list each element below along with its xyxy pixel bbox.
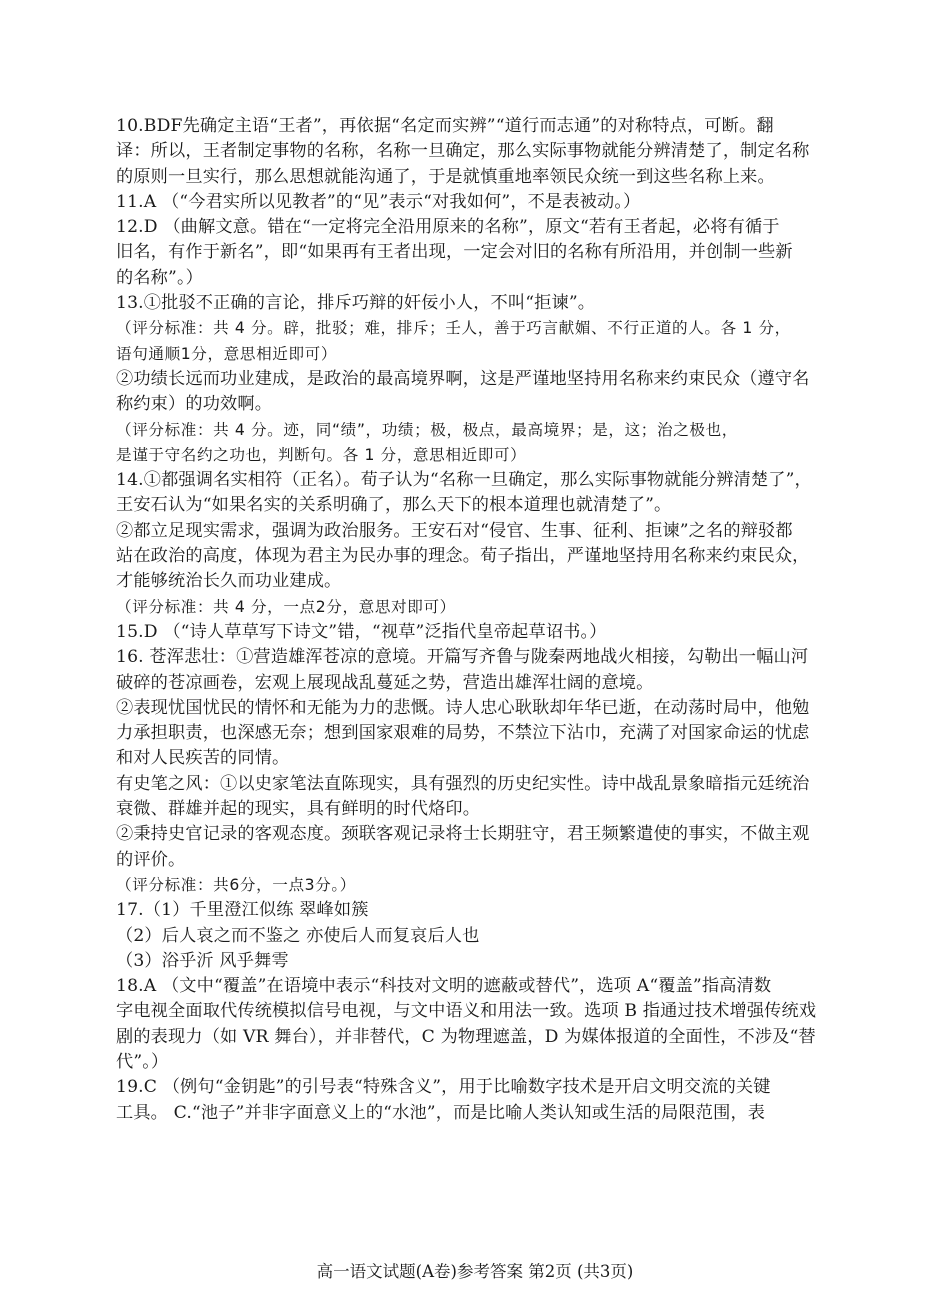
answer-text-line: 王安石认为“如果名实的关系明确了，那么天下的根本道理也就清楚了”。 xyxy=(116,495,672,516)
answer-text-line: 才能够统治长久而功业建成。 xyxy=(116,571,342,592)
answer-text-line: 称约束）的功效啊。 xyxy=(116,394,273,415)
answer-text-line: ②功绩长远而功业建成，是政治的最高境界啊，这是严谨地坚持用名称来约束民众（遵守名 xyxy=(116,368,810,389)
answer-text-line: 16. 苍浑悲壮：①营造雄浑苍凉的意境。开篇写齐鲁与陇秦两地战火相接，勾勒出一幅山河 xyxy=(116,647,809,668)
answer-text-line: 14.①都强调名实相符（正名）。荀子认为“名称一旦确定，那么实际事物就能分辨清楚了”， xyxy=(116,470,812,491)
answer-text-line: 破碎的苍凉画卷，宏观上展现战乱蔓延之势，营造出雄浑壮阔的意境。 xyxy=(116,672,654,693)
scoring-note-line: （评分标准：共 4 分。辟，批驳；难，排斥；壬人，善于巧言献媚、不行正道的人。各 1 分， xyxy=(116,319,791,338)
answer-text-line: 17.（1）千里澄江似练 翠峰如簇 xyxy=(116,900,369,921)
answer-text-line: 有史笔之风：①以史家笔法直陈现实，具有强烈的历史纪实性。诗中战乱景象暗指元廷统治 xyxy=(116,773,810,794)
answer-text-line: 的名称”。） xyxy=(116,267,204,288)
answer-text-line: 站在政治的高度，体现为君主为民办事的理念。荀子指出，严谨地坚持用名称来约束民众， xyxy=(116,546,810,567)
answer-text-line: 译：所以，王者制定事物的名称，名称一旦确定，那么实际事物就能分辨清楚了，制定名称 xyxy=(116,141,810,162)
answer-text-line: 旧名，有作于新名”，即“如果再有王者出现，一定会对旧的名称有所沿用，并创制一些新 xyxy=(116,242,793,263)
answer-key-body xyxy=(116,114,838,1126)
answer-text-line: 19.C （例句“金钥匙”的引号表“特殊含义”，用于比喻数字技术是开启文明交流的关键 xyxy=(116,1077,771,1098)
answer-text-line: ②秉持史官记录的客观态度。颈联客观记录将士长期驻守，君王频繁遣使的事实，不做主观 xyxy=(116,824,810,845)
answer-text-line: ②都立足现实需求，强调为政治服务。王安石对“侵官、生事、征利、拒谏”之名的辩驳都 xyxy=(116,520,793,541)
answer-text-line: （3）浴乎沂 风乎舞雩 xyxy=(116,950,289,971)
scoring-note-line: （评分标准：共 4 分。迹，同“绩”，功绩；极，极点，最高境界；是，这；治之极也， xyxy=(116,420,738,439)
answer-text-line: 13.①批驳不正确的言论，排斥巧辩的奸佞小人，不叫“拒谏”。 xyxy=(116,293,596,314)
answer-text-line: 的评价。 xyxy=(116,849,186,870)
answer-text-line: ②表现忧国忧民的情怀和无能为力的悲慨。诗人忠心耿耿却年华已逝，在动荡时局中，他勉 xyxy=(116,697,810,718)
answer-text-line: 代”。） xyxy=(116,1051,169,1072)
scoring-note-line: （评分标准：共 4 分，一点2分，意思对即可） xyxy=(116,597,456,616)
answer-text-line: 11.A （“今君实所以见教者”的“见”表示“对我如何”，不是表被动。） xyxy=(116,191,641,212)
scoring-note-line: 是谨于守名约之功也，判断句。各 1 分，意思相近即可） xyxy=(116,445,527,464)
answer-text-line: 工具。 C.“池子”并非字面意义上的“水池”，而是比喻人类认知或生活的局限范围，表 xyxy=(116,1102,766,1123)
answer-text-line: 剧的表现力（如 VR 舞台），并非替代，C 为物理遮盖，D 为媒体报道的全面性，不涉及“替 xyxy=(116,1026,816,1047)
answer-text-line: 10.BDF先确定主语“王者”，再依据“名定而实辨”“道行而志通”的对称特点，可断。翻 xyxy=(116,116,774,136)
answer-text-line: （2）后人哀之而不鉴之 亦使后人而复哀后人也 xyxy=(116,925,480,946)
answer-text-line: 12.D （曲解文意。错在“一定将完全沿用原来的名称”，原文“若有王者起，必将有循于 xyxy=(116,217,780,238)
answer-text-line: 15.D （“诗人草草写下诗文”错，“视草”泛指代皇帝起草诏书。） xyxy=(116,621,607,642)
answer-text-line: 力承担职责，也深感无奈；想到国家艰难的局势，不禁泣下沾巾，充满了对国家命运的忧虑 xyxy=(116,723,810,744)
answer-text-line: 和对人民疾苦的同情。 xyxy=(116,748,290,769)
scoring-note-line: （评分标准：共6分，一点3分。） xyxy=(116,875,356,894)
answer-text-line: 衰微、群雄并起的现实，具有鲜明的时代烙印。 xyxy=(116,799,481,820)
scoring-note-line: 语句通顺1分，意思相近即可） xyxy=(116,344,338,363)
answer-text-line: 字电视全面取代传统模拟信号电视，与文中语义和用法一致。选项 B 指通过技术增强传统戏 xyxy=(116,1001,817,1022)
answer-text-line: 18.A （文中“覆盖”在语境中表示“科技对文明的遮蔽或替代”，选项 A“覆盖”指高清数 xyxy=(116,976,772,997)
answer-text-line: 的原则一旦实行，那么思想就能沟通了，于是就慎重地率领民众统一到这些名称上来。 xyxy=(116,166,775,187)
page-footer: 高一语文试题(A卷)参考答案 第2页 (共3页) xyxy=(316,1262,634,1281)
